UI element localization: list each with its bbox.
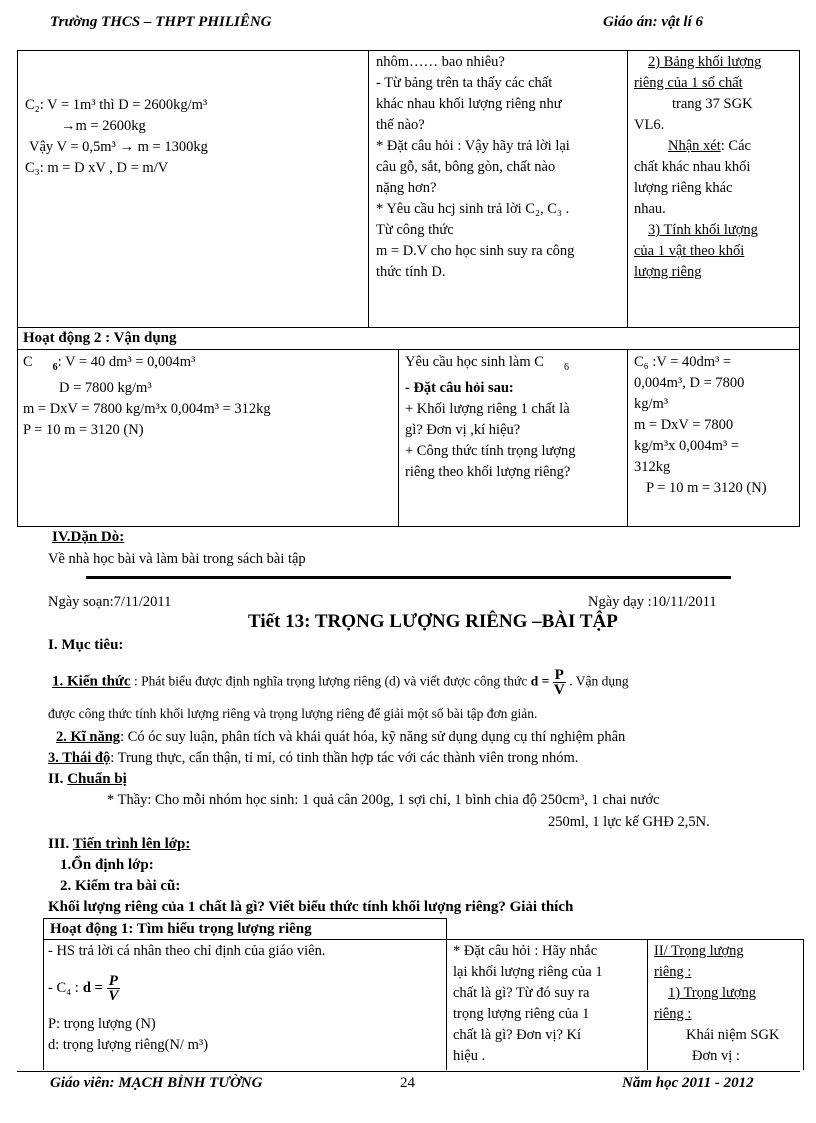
section-divider: [86, 576, 731, 579]
notes-column-1: 2) Bảng khối lượng riêng của 1 số chất trang 37 SGK VL6. Nhận xét: Các chất khác nhau khối lượng riêng khác nhau. 3) Tính khối lượng của 1 vật theo khối lượng riêng: [634, 54, 762, 280]
homework-text: Về nhà học bài và làm bài trong sách bài tập: [48, 551, 306, 567]
attitude-objective: 3. Thái độ: Trung thực, cẩn thận, tỉ mỉ, có tinh thần hợp tác với các thành viên trong nhóm.: [48, 750, 579, 766]
subject-label: Giáo án: vật lí 6: [603, 14, 703, 30]
notes-column-3: II/ Trọng lượng riêng : 1) Trọng lượng riêng : Khái niệm SGK Đơn vị :: [654, 943, 780, 1064]
teacher-activity-2: Yêu cầu học sinh làm C $_6$ - Đặt câu hỏi sau: + Khối lượng riêng 1 chất là gì? Đơn vị ,kí hiệu? + Công thức tính trọng lượng riêng theo khối lượng riêng?: [405, 354, 576, 480]
d-formula-fraction: $\frac{P}{V}$: [108, 972, 119, 1004]
school-name: Trường THCS – THPT PHILIÊNG: [50, 14, 272, 30]
lesson-title: Tiết 13: TRỌNG LƯỢNG RIÊNG –BÀI TẬP: [248, 611, 618, 632]
homework-title: IV.Dặn Dò:: [52, 529, 125, 545]
review-question: Khối lượng riêng của 1 chất là gì? Viết biểu thức tính khối lượng riêng? Giải thích: [48, 899, 574, 915]
footer-rule: [17, 1071, 800, 1072]
school-year: Năm học 2011 - 2012: [622, 1075, 754, 1091]
preparation-line-2: 250ml, 1 lực kế GHĐ 2,5N.: [548, 814, 710, 830]
skill-objective: 2. Kĩ năng: Có óc suy luận, phân tích và khái quát hóa, kỹ năng sử dụng dụng cụ thí nghiệm phân: [56, 729, 626, 745]
notes-column-2: C₆ :V = 40dm³ = 0,004m³, D = 7800 kg/m³ m = DxV = 7800 kg/m³x 0,004m³ = 312kg P = 10 m = 3120 (N): [634, 354, 767, 496]
c2-c3-answers: C₂: V = 1m³ thì D = 2600kg/m³ →m = 2600kg Vậy V = 0,5m³ → m = 1300kg C₃: m = D xV , D = m/V: [25, 97, 208, 176]
date-taught: Ngày dạy :10/11/2011: [588, 594, 717, 610]
activity-2-title: Hoạt động 2 : Vận dụng: [23, 330, 177, 346]
preparation-line-1: * Thầy: Cho mỗi nhóm học sinh: 1 quả cân 200g, 1 sợi chỉ, 1 bình chia độ 250cm³, 1 chai nước: [107, 792, 660, 808]
c6-solution: C $_6$: V = 40 dm³ = 0,004m³ D = 7800 kg/m³ m = DxV = 7800 kg/m³x 0,004m³ = 312kg P = 10 m = 3120 (N): [23, 354, 271, 438]
teacher-name: Giáo viên: MẠCH BỈNH TƯỜNG: [50, 1075, 263, 1091]
step-2: 2. Kiểm tra bài cũ:: [60, 878, 181, 894]
section-procedure: III. Tiến trình lên lớp:: [48, 836, 191, 852]
teacher-activity-1: nhôm…… bao nhiêu? - Từ bảng trên ta thấy các chất khác nhau khối lượng riêng như thế nào? * Đặt câu hỏi : Vậy hãy trả lời lại câu gỗ, sắt, bông gòn, chất nào nặng hơn? * Yêu cầu hcj sinh trả lời C₂, C₃ . Từ công thức m = D.V cho học sinh suy ra công thức tính D.: [376, 54, 575, 280]
date-prepared: Ngày soạn:7/11/2011: [48, 594, 172, 610]
knowledge-objective: 1. Kiến thức : Phát biểu được định nghĩa trọng lượng riêng (d) và viết được công thức d = $\frac{P}{V}$ . Vận dụng: [52, 667, 629, 698]
activity-1-title: Hoạt động 1: Tìm hiểu trọng lượng riêng: [50, 921, 312, 937]
step-1: 1.Ổn định lớp:: [60, 857, 154, 873]
section-objectives: I. Mục tiêu:: [48, 637, 124, 653]
formula-fraction: $\frac{P}{V}$: [553, 667, 565, 698]
section-preparation: II. Chuẩn bị: [48, 771, 127, 787]
knowledge-objective-cont: được công thức tính khối lượng riêng và trọng lượng riêng để giải một số bài tập đơn giản.: [48, 706, 538, 721]
page-number: 24: [400, 1075, 415, 1091]
student-activity: - HS trả lời cá nhân theo chỉ định của giáo viên. - C₄ : d = $\frac{P}{V}$ P: trọng lượng (N) d: trọng lượng riêng(N/ m³): [48, 943, 326, 1053]
teacher-question-activity-1: * Đặt câu hỏi : Hãy nhắc lại khối lượng riêng của 1 chất là gì? Từ đó suy ra trọng lượng riêng của 1 chất là gì? Đơn vị? Kí hiệu .: [453, 943, 603, 1064]
